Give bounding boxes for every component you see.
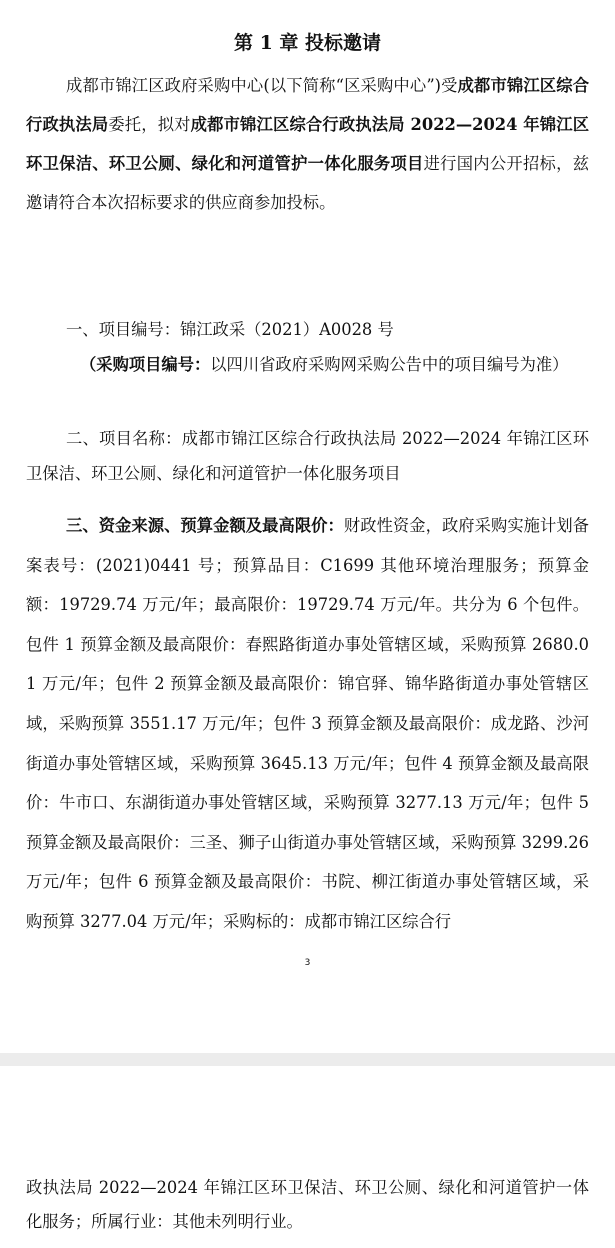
funding-paragraph [26,506,589,942]
project-number-note [26,348,589,382]
chapter-heading: 第 1 章 投标邀请 [233,32,382,54]
page-number: 3 [304,958,311,968]
intro-bold-agency: 成都市锦江区综合行政执法局 [26,76,589,134]
project-number-note-label: （采购项目编号： [80,355,211,374]
project-number: 一、项目编号：锦江政采（2021）A0028 号 [66,320,394,339]
intro-text-1: 成都市锦江区政府采购中心(以下简称“区采购中心”)受 [66,76,458,95]
project-name: 二、项目名称：成都市锦江区综合行政执法局 2022—2024 年锦江区环卫保洁、环卫公厕、绿化和河道管护一体化服务项目 [26,429,589,483]
intro-bold-project: 成都市锦江区综合行政执法局 2022—2024 年锦江区环卫保洁、环卫公厕、绿化和河道管护一体化服务项目 [26,114,589,173]
intro-text-2: 委托，拟对 [108,114,191,134]
funding-label: 三、资金来源、预算金额及最高限价： [66,516,344,535]
project-number-note-text: 以四川省政府采购网采购公告中的项目编号为准） [210,355,569,374]
invitation-paragraph [26,67,589,223]
funding-text: 财政性资金，政府采购实施计划备案表号：(2021)0441 号；预算品目：C1699 其他环境治理服务；预算金额：19729.74 万元/年；最高限价：19729.74 万元/年。共分为 6 个包件。包件 1 预算金额及最高限价：春熙路街道办事处管辖区域，采购预算 2680.01 万元/年；包件 2 预算金额及最高限价：锦官驿、锦华路街道办事处管辖区域，采购预算 3551.17 万元/年；包件 3 预算金额及最高限价：成龙路、沙河街道办事处管辖区域，采购预算 3645.13 万元/年；包件 4 预算金额及最高限价：牛市口、东湖街道办事处管辖区域，采购预算 3277.13 万元/年；包件 5 预算金额及最高限价：三圣、狮子山街道办事处管辖区域，采购预算 3299.26 万元/年；包件 6 预算金额及最高限价：书院、柳江街道办事处管辖区域，采购预算 3277.04 万元/年；采购标的：成都市锦江区综合行 [26,516,589,931]
continuation-paragraph: 政执法局 2022—2024 年锦江区环卫保洁、环卫公厕、绿化和河道管护一体化服务；所属行业：其他未列明行业。 [26,1178,589,1231]
intro-text-3: 进行国内公开招标，兹邀请符合本次招标要求的供应商参加投标。 [26,153,589,212]
